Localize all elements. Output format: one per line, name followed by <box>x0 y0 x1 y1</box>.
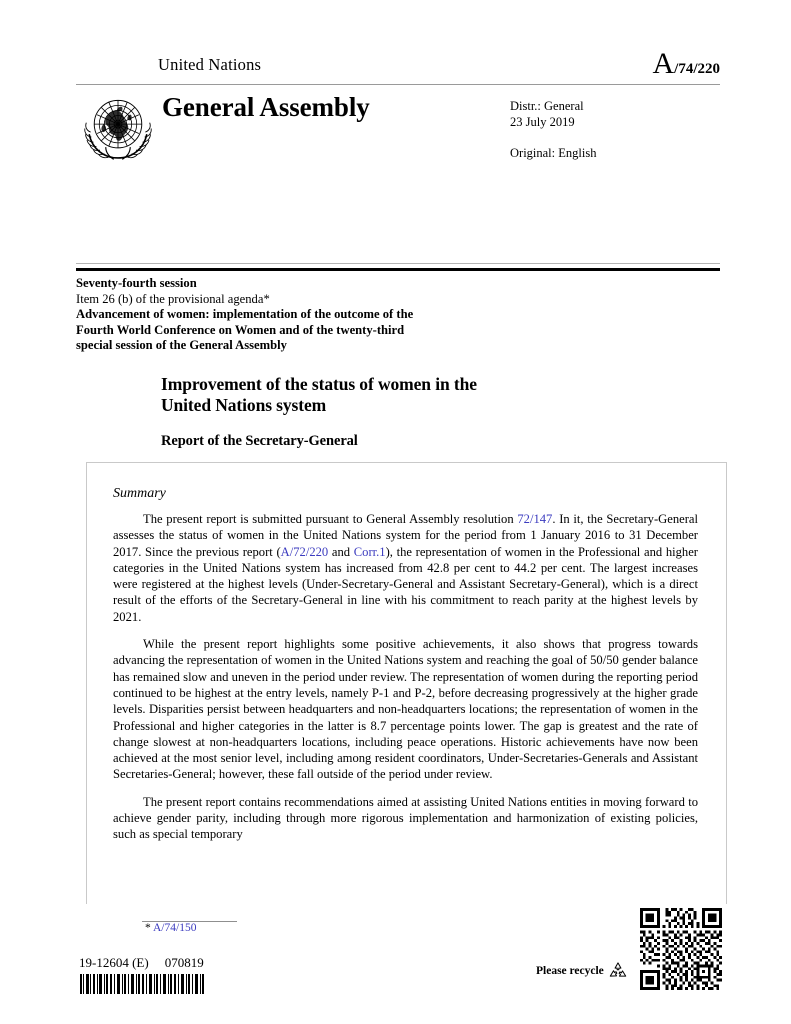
qr-code <box>640 908 722 990</box>
footnote <box>145 922 196 934</box>
general-assembly-title: General Assembly <box>162 92 370 122</box>
summary-paragraph-1 <box>113 511 698 625</box>
resolution-link-72-147[interactable]: 72/147 <box>517 512 553 526</box>
recycle-label: Please recycle <box>536 965 604 977</box>
document-link-a-72-220[interactable]: A/72/220 <box>280 544 329 559</box>
report-subtitle: Report of the Secretary-General <box>161 433 358 449</box>
document-header <box>76 47 720 81</box>
document-symbol-prefix: A <box>652 47 675 80</box>
header-top-row <box>76 47 720 81</box>
document-symbol <box>652 49 720 79</box>
footnote-link-a-74-150[interactable]: A/74/150 <box>153 922 197 934</box>
page-title-line-1: Improvement of the status of women in the <box>161 374 477 394</box>
summary-p1-text-d: ), the representation of women in the Professional and higher categories in the United Nations system has increased from 42.8 per cent to 44.2 per cent. The largest increases were registered at the highest levels (Under-Secretary-General and Assistant Secretary-General), which is a direct result of the efforts of the Secretary-General in line with his commitment to reach parity at the highest levels by 2021. <box>113 544 698 624</box>
summary-p1-text-c: and <box>328 544 354 559</box>
agenda-title-line-3: special session of the General Assembly <box>76 338 287 353</box>
summary-p1-text-b: . In it, the Secretary-General assesses the status of women in the United Nations system for the period from 1 January 2016 to 31 December 2017. Since the previous report ( <box>113 512 698 559</box>
barcode <box>79 974 207 994</box>
distribution-block <box>510 99 596 162</box>
organization-name: United Nations <box>158 55 262 74</box>
page-title <box>161 374 581 416</box>
session-name: Seventy-fourth session <box>76 276 197 290</box>
job-number-code: 19-12604 (E) <box>79 955 149 970</box>
agenda-item: Item 26 (b) of the provisional agenda* <box>76 291 270 306</box>
footnote-marker: * <box>145 922 151 934</box>
document-link-corr-1[interactable]: Corr.1 <box>353 544 386 559</box>
document-symbol-suffix: /74/220 <box>674 61 720 77</box>
page-title-line-2: United Nations system <box>161 395 327 415</box>
distribution-label: Distr.: General <box>510 99 584 113</box>
header-divider-rule <box>76 84 720 85</box>
job-number <box>79 955 204 971</box>
document-date: 23 July 2019 <box>510 114 575 129</box>
summary-label: Summary <box>113 486 166 501</box>
job-number-date: 070819 <box>164 955 204 970</box>
agenda-title-line-1: Advancement of women: implementation of the outcome of the <box>76 307 414 322</box>
recycle-icon <box>607 960 629 982</box>
summary-body <box>113 511 698 843</box>
summary-p1-text-a: The present report is submitted pursuant to General Assembly resolution <box>143 512 518 526</box>
section-thick-rule <box>76 268 720 271</box>
report-title-block <box>161 374 581 450</box>
summary-box <box>86 462 727 904</box>
un-emblem-icon <box>82 91 154 163</box>
session-block <box>76 276 720 354</box>
original-language: Original: English <box>510 146 597 160</box>
summary-paragraph-3: The present report contains recommendations aimed at assisting United Nations entities in moving forward to achieve gender parity, including through more rigorous implementation and harmonization of existing policies, such as special temporary <box>113 794 698 842</box>
recycle-notice <box>536 960 629 982</box>
section-thin-rule <box>76 263 720 264</box>
summary-paragraph-2: While the present report highlights some positive achievements, it also shows that progress towards advancing the representation of women in the United Nations system and reaching the goal of 50/50 gender balance has remained slow and uneven in the period under review. The representation of women during the reporting period continued to be highest at the entry levels, namely P-1 and P-2, before decreasing progressively at the higher grade levels. Disparities persist between headquarters and non-headquarters locations; the representation of women in the Professional and higher categories in the latter is 8.7 percentage points lower. The gap is greatest and the rate of change slowest at non-headquarters locations, including peace operations. Historic achievements have now been achieved at the most senior level, including among resident coordinators, Under-Secretaries-Generals and Assistant Secretaries-General; however, these fall outside of the period under review. <box>113 637 698 782</box>
summary-inner <box>87 463 726 843</box>
agenda-title-line-2: Fourth World Conference on Women and of the twenty-third <box>76 322 405 337</box>
